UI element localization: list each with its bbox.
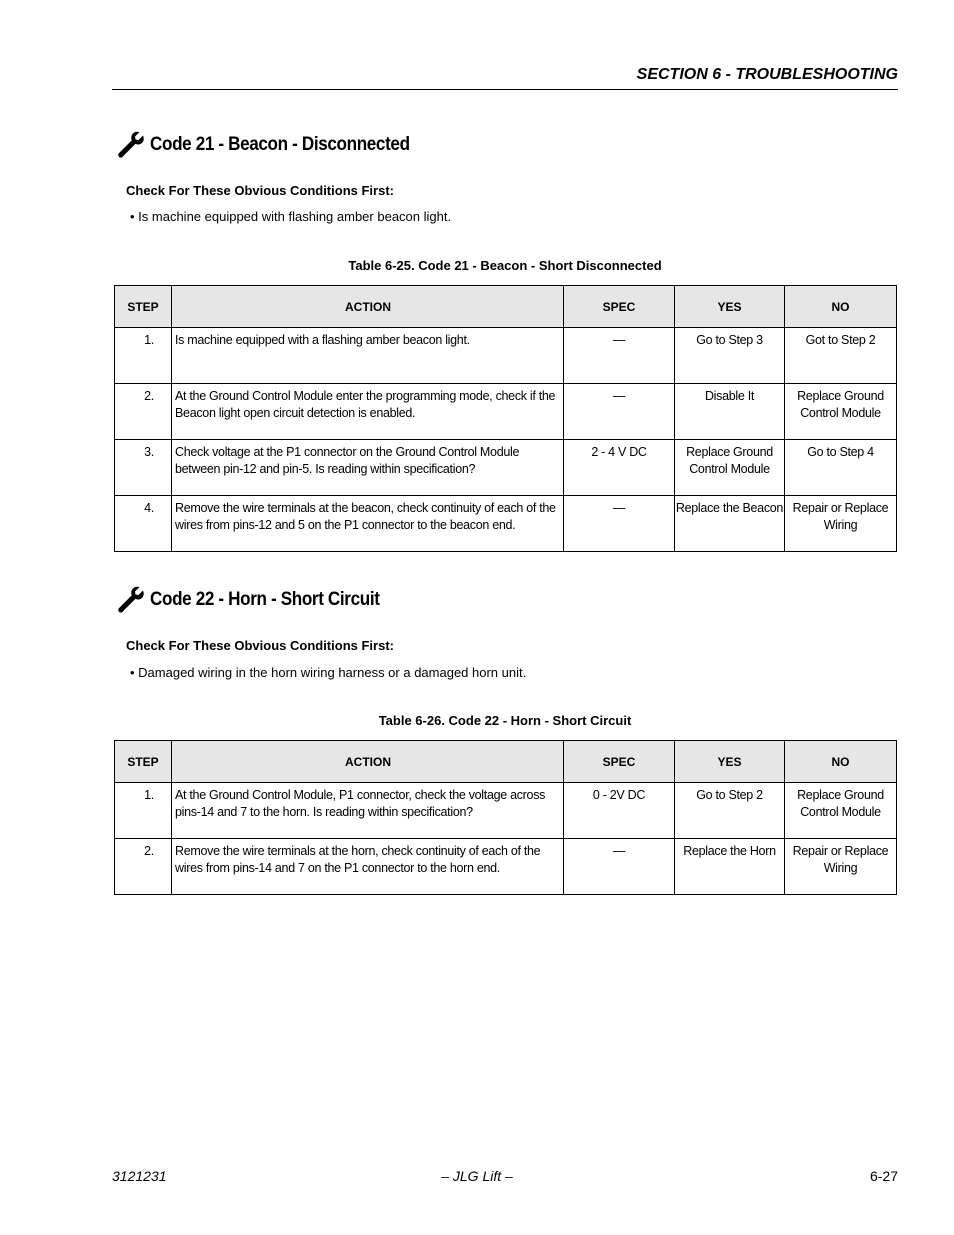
no-cell: Replace Ground Control Module [785,783,897,839]
step-cell: 2. [115,384,172,440]
no-cell: Replace Ground Control Module [785,384,897,440]
check-conditions-title: Check For These Obvious Conditions First: [126,638,394,653]
check-conditions-title: Check For These Obvious Conditions First: [126,183,394,198]
troubleshooting-table-code-21 [114,285,897,552]
troubleshooting-table-code-22 [114,740,897,895]
table-row [115,496,897,552]
condition-bullet: • Is machine equipped with flashing amber beacon light. [130,209,452,224]
yes-cell: Replace the Horn [675,839,785,895]
table-header-row [115,286,897,328]
spec-cell: 0 - 2V DC [564,783,675,839]
action-cell: Remove the wire terminals at the beacon, check continuity of each of the wires from pins-12 and 5 on the P1 connector to the beacon end. [172,496,564,552]
table-row [115,783,897,839]
table-row [115,440,897,496]
table-caption: Table 6-25. Code 21 - Beacon - Short Disconnected [348,258,662,273]
section-title-header: SECTION 6 - TROUBLESHOOTING [636,66,898,83]
spec-cell: 2 - 4 V DC [564,440,675,496]
yes-cell: Replace the Beacon [675,496,785,552]
spec-cell: — [564,496,675,552]
section-heading-text: Code 22 - Horn - Short Circuit [150,589,380,610]
page-number: 6-27 [869,1168,898,1184]
action-cell: Remove the wire terminals at the horn, check continuity of each of the wires from pins-14 and 7 on the P1 connector to the horn end. [172,839,564,895]
no-cell: Got to Step 2 [785,328,897,384]
footer-brand: – JLG Lift – [441,1168,513,1184]
step-cell: 2. [115,839,172,895]
no-cell: Go to Step 4 [785,440,897,496]
section-heading-text: Code 21 - Beacon - Disconnected [150,134,410,155]
yes-cell: Disable It [675,384,785,440]
action-cell: At the Ground Control Module enter the programming mode, check if the Beacon light open circuit detection is enabled. [172,384,564,440]
yes-cell: Go to Step 2 [675,783,785,839]
action-cell: At the Ground Control Module, P1 connector, check the voltage across pins-14 and 7 to the horn. Is reading within specification? [172,783,564,839]
action-cell: Check voltage at the P1 connector on the Ground Control Module between pin-12 and pin-5. Is reading within specification? [172,440,564,496]
col-action-header: ACTION [172,741,564,783]
table-row [115,384,897,440]
step-cell: 3. [115,440,172,496]
table-caption: Table 6-26. Code 22 - Horn - Short Circuit [378,713,632,728]
spec-cell: — [564,384,675,440]
wrench-icon [116,130,146,160]
col-no-header: NO [785,286,897,328]
step-cell: 1. [115,783,172,839]
yes-cell: Go to Step 3 [675,328,785,384]
document-number: 3121231 [112,1168,167,1184]
table-row [115,328,897,384]
page-header [112,64,898,90]
col-step-header: STEP [115,286,172,328]
col-yes-header: YES [675,286,785,328]
spec-cell: — [564,839,675,895]
col-yes-header: YES [675,741,785,783]
col-no-header: NO [785,741,897,783]
yes-cell: Replace Ground Control Module [675,440,785,496]
code-21-heading [116,130,439,160]
col-spec-header: SPEC [564,741,675,783]
condition-bullet: • Damaged wiring in the horn wiring harness or a damaged horn unit. [130,665,527,680]
step-cell: 1. [115,328,172,384]
table-header-row [115,741,897,783]
col-action-header: ACTION [172,286,564,328]
action-cell: Is machine equipped with a flashing amber beacon light. [172,328,564,384]
wrench-icon [116,585,146,615]
col-spec-header: SPEC [564,286,675,328]
spec-cell: — [564,328,675,384]
code-22-heading [116,585,405,615]
table-row [115,839,897,895]
col-step-header: STEP [115,741,172,783]
step-cell: 4. [115,496,172,552]
no-cell: Repair or Replace Wiring [785,839,897,895]
no-cell: Repair or Replace Wiring [785,496,897,552]
